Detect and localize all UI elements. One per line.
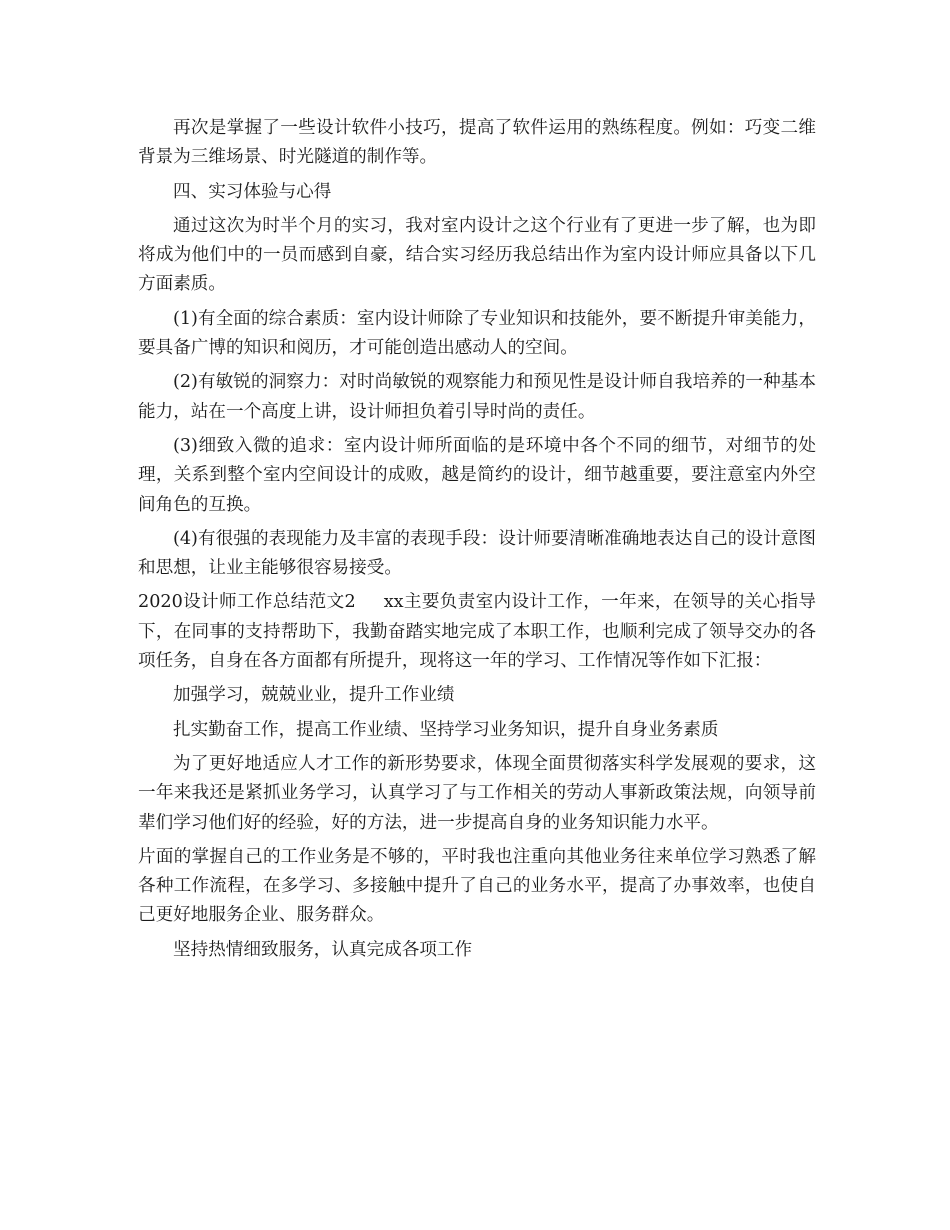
document-page <box>138 114 816 970</box>
paragraph: 再次是掌握了一些设计软件小技巧，提高了软件运用的熟练程度。例如：巧变二维背景为三维场景、时光隧道的制作等。 <box>138 118 816 168</box>
section-block <box>138 588 816 676</box>
section-intro: xx主要负责室内设计工作，一年来，在领导的关心指导下，在同事的支持帮助下，我勤奋踏实地完成了本职工作，也顺利完成了领导交办的各项任务，自身在各方面都有所提升，现将这一年的学习、工作情况等作如下汇报： <box>138 592 816 672</box>
paragraph-continuation: 片面的掌握自己的工作业务是不够的，平时我也注重向其他业务往来单位学习熟悉了解各种工作流程，在多学习、多接触中提升了自己的业务水平，提高了办事效率，也使自己更好地服务企业、服务群众。 <box>138 846 816 926</box>
section-title: 2020设计师工作总结范文2 <box>138 592 356 613</box>
subheading: 加强学习，兢兢业业，提升工作业绩 <box>173 685 455 706</box>
subheading: 扎实勤奋工作，提高工作业绩、坚持学习业务知识，提升自身业务素质 <box>173 719 719 740</box>
paragraph: 通过这次为时半个月的实习，我对室内设计之这个行业有了更进一步了解，也为即将成为他们中的一员而感到自豪，结合实习经历我总结出作为室内设计师应具备以下几方面素质。 <box>138 215 816 295</box>
list-item: (2)有敏锐的洞察力：对时尚敏锐的观察能力和预见性是设计师自我培养的一种基本能力，站在一个高度上讲，设计师担负着引导时尚的责任。 <box>138 372 816 422</box>
paragraph: 为了更好地适应人才工作的新形势要求，体现全面贯彻落实科学发展观的要求，这一年来我还是紧抓业务学习，认真学习了与工作相关的劳动人事新政策法规，向领导前辈们学习他们好的经验，好的方法，进一步提高自身的业务知识能力水平。 <box>138 753 816 833</box>
list-item: (3)细致入微的追求：室内设计师所面临的是环境中各个不同的细节，对细节的处理，关系到整个室内空间设计的成败，越是简约的设计，细节越重要，要注意室内外空间角色的互换。 <box>138 435 816 515</box>
section-heading: 四、实习体验与心得 <box>173 181 332 202</box>
list-item: (4)有很强的表现能力及丰富的表现手段：设计师要清晰准确地表达自己的设计意图和思想，让业主能够很容易接受。 <box>138 528 816 579</box>
subheading: 坚持热情细致服务，认真完成各项工作 <box>173 939 473 960</box>
list-item: (1)有全面的综合素质：室内设计师除了专业知识和技能外，要不断提升审美能力，要具备广博的知识和阅历，才可能创造出感动人的空间。 <box>138 308 816 359</box>
